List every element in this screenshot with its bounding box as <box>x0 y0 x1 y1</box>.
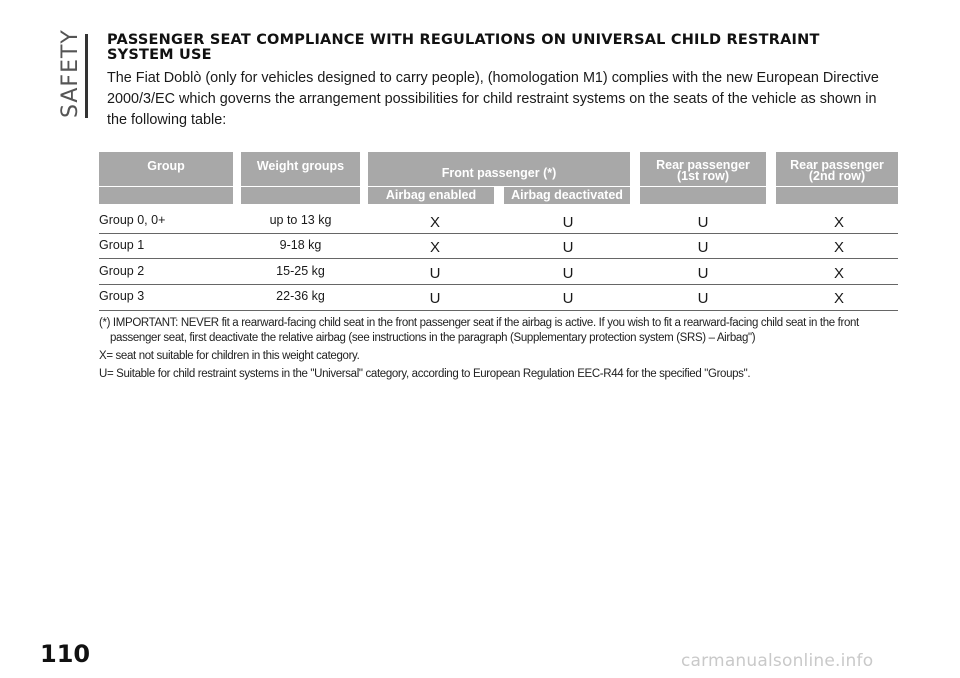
header-airbag-deactivated: Airbag deactivated <box>511 188 623 202</box>
section-rule <box>85 34 88 118</box>
header-weight: Weight groups <box>256 159 345 173</box>
row-group: Group 3 <box>99 289 145 303</box>
note-u-definition: U= Suitable for child restraint systems in the "Universal" category, according to European Regulation EEC-R44 for the specified "Groups". <box>99 367 751 381</box>
row-rear-1st: U <box>697 239 709 256</box>
note-important: (*) IMPORTANT: NEVER fit a rearward-facing child seat in the front passenger seat if the airbag is active. If you wish to fit a rearward-facing child seat in the front <box>99 316 859 330</box>
note-important-cont: passenger seat, first deactivate the relative airbag (see instructions in the paragraph (Supplementary protection system (SRS) – Airbag") <box>110 331 756 345</box>
section-label: SAFETY <box>58 29 83 118</box>
row-airbag-enabled: X <box>429 239 440 256</box>
header-gap <box>360 152 368 204</box>
header-rear-2nd-b: (2nd row) <box>808 169 866 183</box>
row-divider <box>99 258 898 259</box>
header-gap <box>630 152 640 204</box>
row-airbag-enabled: U <box>429 265 441 282</box>
note-x-definition: X= seat not suitable for children in this weight category. <box>99 349 360 363</box>
row-divider <box>99 284 898 285</box>
row-rear-1st: U <box>697 290 709 307</box>
watermark: carmanualsonline.info <box>681 651 874 671</box>
row-rear-2nd: X <box>833 290 844 307</box>
header-rear-1st-b: (1st row) <box>676 169 730 183</box>
row-weight: 9-18 kg <box>279 238 322 252</box>
row-divider <box>99 233 898 234</box>
header-airbag-enabled: Airbag enabled <box>385 188 477 202</box>
header-gap <box>233 152 241 204</box>
row-airbag-deactivated: U <box>562 290 574 307</box>
row-airbag-enabled: X <box>429 214 440 231</box>
row-airbag-deactivated: U <box>562 214 574 231</box>
row-rear-2nd: X <box>833 265 844 282</box>
page-number: 110 <box>40 640 91 668</box>
row-divider <box>99 310 898 311</box>
row-weight: 15-25 kg <box>276 264 325 278</box>
row-weight: 22-36 kg <box>276 289 325 303</box>
intro-paragraph: The Fiat Doblò (only for vehicles designed to carry people), (homologation M1) complies with the new European Directive 2000/3/EC which governs the arrangement possibilities for child restraint systems on the seats of the vehicle as shown in the following table: <box>107 70 879 128</box>
header-rear-1st-a: Rear passenger <box>656 158 750 172</box>
row-weight: up to 13 kg <box>269 213 332 227</box>
header-gap <box>494 187 504 204</box>
row-rear-2nd: X <box>833 214 844 231</box>
row-airbag-enabled: U <box>429 290 441 307</box>
page-heading: PASSENGER SEAT COMPLIANCE WITH REGULATIONS ON UNIVERSAL CHILD RESTRAINT SYSTEM USE <box>107 32 820 63</box>
header-gap <box>766 152 776 204</box>
header-group: Group <box>147 159 185 173</box>
row-rear-1st: U <box>697 265 709 282</box>
row-group: Group 1 <box>99 238 145 252</box>
row-airbag-deactivated: U <box>562 239 574 256</box>
header-front-passenger: Front passenger (*) <box>441 166 557 180</box>
row-group: Group 2 <box>99 264 145 278</box>
row-rear-2nd: X <box>833 239 844 256</box>
row-airbag-deactivated: U <box>562 265 574 282</box>
row-group: Group 0, 0+ <box>99 213 166 227</box>
row-rear-1st: U <box>697 214 709 231</box>
header-rear-2nd-a: Rear passenger <box>790 158 884 172</box>
